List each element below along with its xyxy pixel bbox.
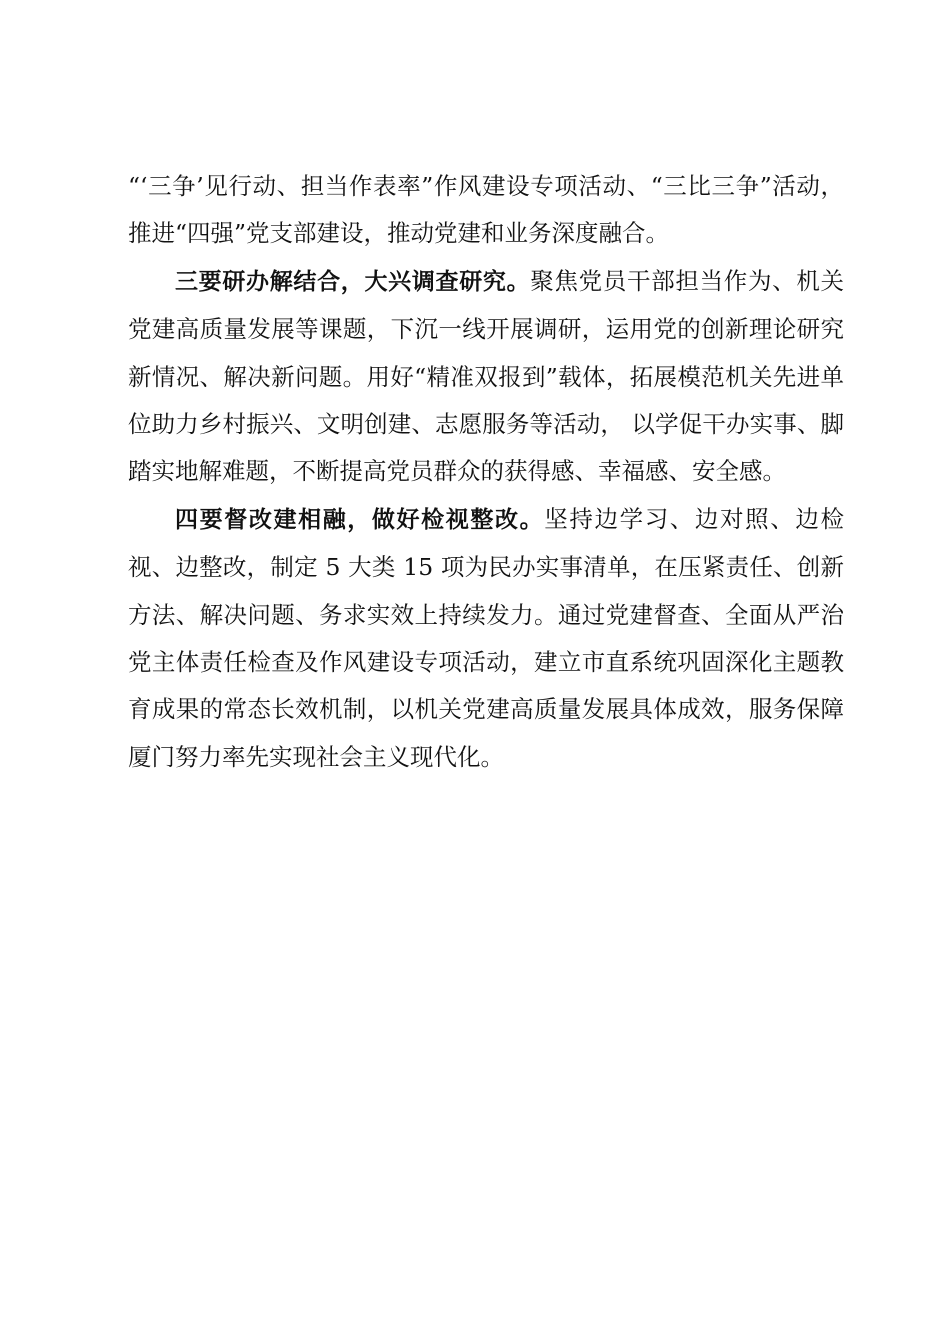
paragraph-heading: 三要研办解结合，大兴调查研究。: [175, 268, 531, 295]
paragraph-research: [128, 258, 844, 496]
paragraph-text: “‘三争’见行动、担当作表率”作风建设专项活动、“三比三争”活动，推进“四强”党支部建设，推动党建和业务深度融合。: [128, 172, 844, 248]
paragraph-rectification: [128, 496, 844, 781]
paragraph-text: 聚焦党员干部担当作为、机关党建高质量发展等课题，下沉一线开展调研，运用党的创新理论研究新情况、解决新问题。用好“精准双报到”载体，拓展模范机关先进单位助力乡村振兴、文明创建、志愿服务等活动， 以学促干办实事、脚踏实地解难题，不断提高党员群众的获得感、幸福感、安全感。: [128, 266, 845, 486]
document-body: [128, 163, 844, 781]
paragraph-text: 坚持边学习、边对照、边检视、边整改，制定 5 大类 15 项为民办实事清单，在压紧责任、创新方法、解决问题、务求实效上持续发力。通过党建督查、全面从严治党主体责任检查及作风建设专项活动，建立市直系统巩固深化主题教育成果的常态长效机制，以机关党建高质量发展具体成效，服务保障厦门努力率先实现社会主义现代化。: [128, 504, 845, 771]
paragraph-continuation: [128, 163, 844, 258]
paragraph-heading: 四要督改建相融，做好检视整改。: [175, 506, 545, 533]
